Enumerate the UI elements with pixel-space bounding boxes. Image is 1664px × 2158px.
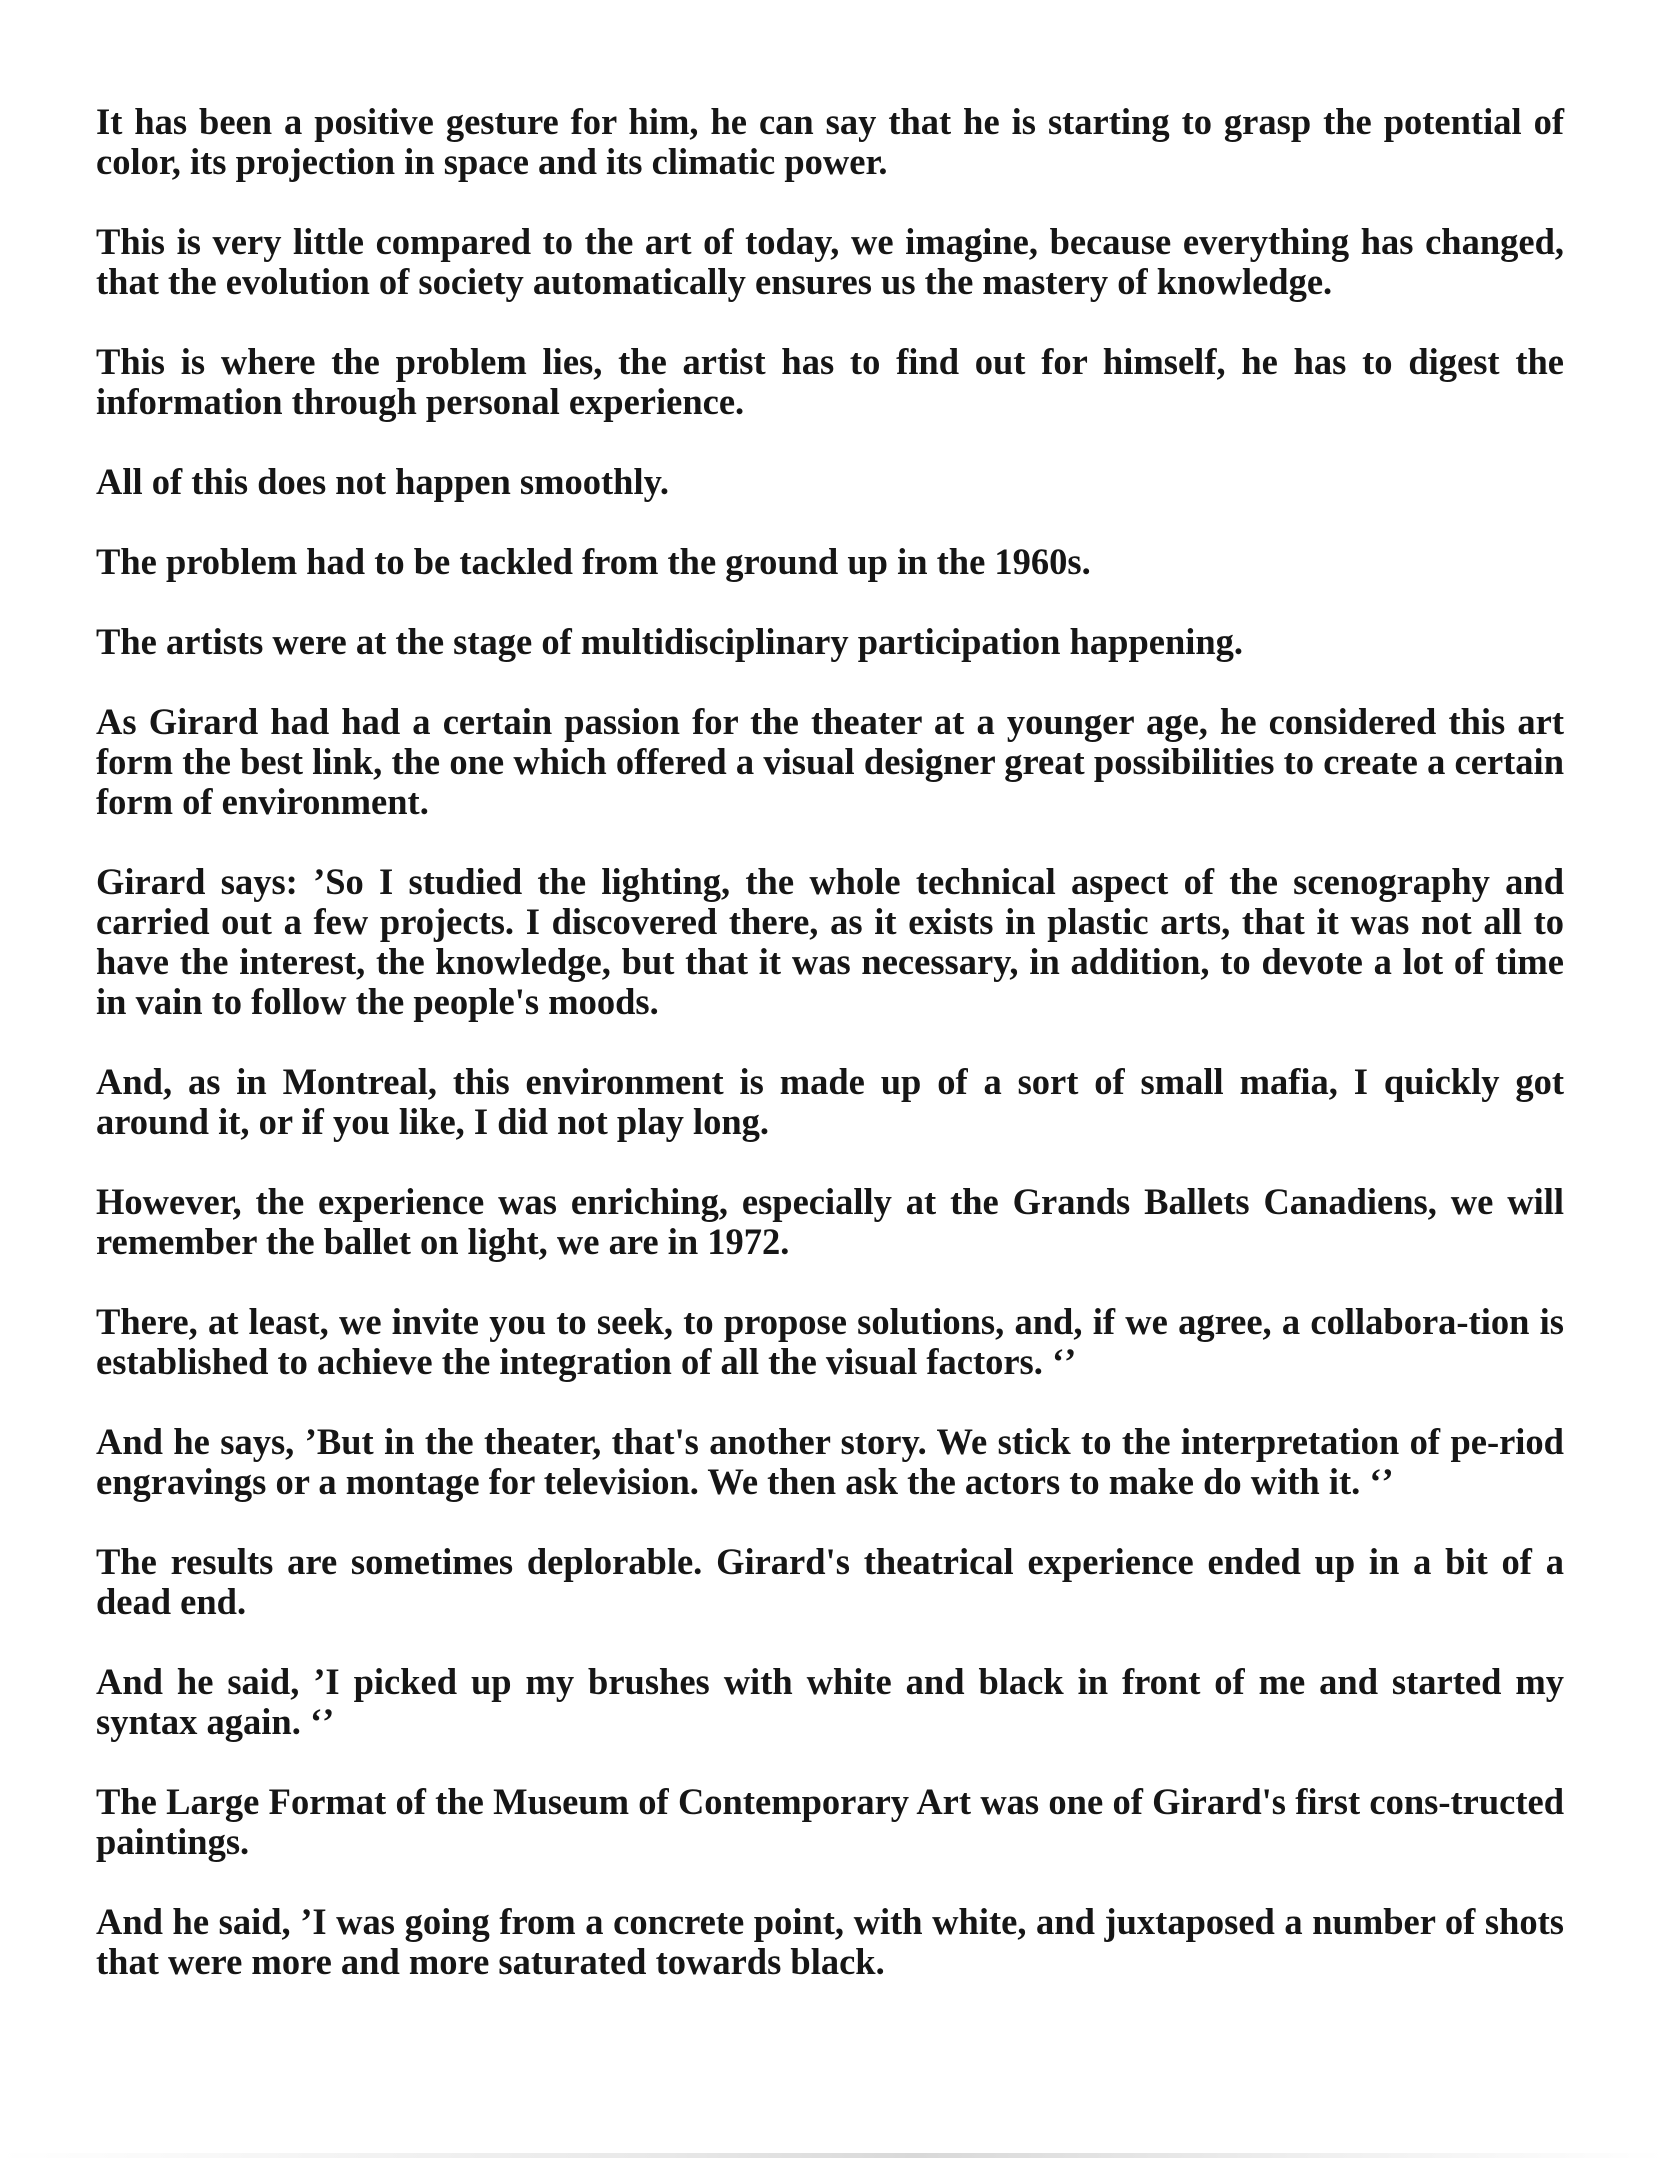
paragraph-12: And he says, ’But in the theater, that's another story. We stick to the interpretation of pe-riod engravings or a montage for television. We then ask the actors to make do with it. ‘’ (96, 1421, 1564, 1502)
paragraph-11: There, at least, we invite you to seek, to propose solutions, and, if we agree, a collabora-tion is established to achieve the integration of all the visual factors. ‘’ (96, 1301, 1564, 1382)
paragraph-13: The results are sometimes deplorable. Girard's theatrical experience ended up in a bit of a dead end. (96, 1541, 1564, 1622)
paragraph-2: This is very little compared to the art of today, we imagine, because everything has changed, that the evolution of society automatically ensures us the mastery of knowledge. (96, 221, 1564, 302)
paragraph-14: And he said, ’I picked up my brushes with white and black in front of me and started my syntax again. ‘’ (96, 1661, 1564, 1742)
paragraph-5: The problem had to be tackled from the ground up in the 1960s. (96, 541, 1091, 582)
paragraph-4: All of this does not happen smoothly. (96, 461, 669, 502)
paragraph-9: And, as in Montreal, this environment is made up of a sort of small mafia, I quickly got around it, or if you like, I did not play long. (96, 1061, 1564, 1142)
paragraph-8: Girard says: ’So I studied the lighting, the whole technical aspect of the scenography and carried out a few projects. I discovered there, as it exists in plastic arts, that it was not all to have the interest, the knowledge, but that it was necessary, in addition, to devote a lot of time in vain to follow the people's moods. (96, 861, 1564, 1022)
paragraph-3: This is where the problem lies, the artist has to find out for himself, he has to digest the information through personal experience. (96, 341, 1564, 422)
paragraph-16: And he said, ’I was going from a concrete point, with white, and juxtaposed a number of shots that were more and more saturated towards black. (96, 1901, 1564, 1982)
paragraph-7: As Girard had had a certain passion for the theater at a younger age, he considered this art form the best link, the one which offered a visual designer great possibilities to create a certain form of environment. (96, 701, 1564, 822)
scan-bottom-edge (0, 2153, 1664, 2158)
paragraph-10: However, the experience was enriching, especially at the Grands Ballets Canadiens, we will remember the ballet on light, we are in 1972. (96, 1181, 1564, 1262)
paragraph-15: The Large Format of the Museum of Contemporary Art was one of Girard's first cons-tructed paintings. (96, 1781, 1564, 1862)
paragraph-1: It has been a positive gesture for him, he can say that he is starting to grasp the potential of color, its projection in space and its climatic power. (96, 101, 1564, 182)
paragraph-6: The artists were at the stage of multidisciplinary participation happening. (96, 621, 1244, 662)
document-body (96, 102, 1564, 1982)
